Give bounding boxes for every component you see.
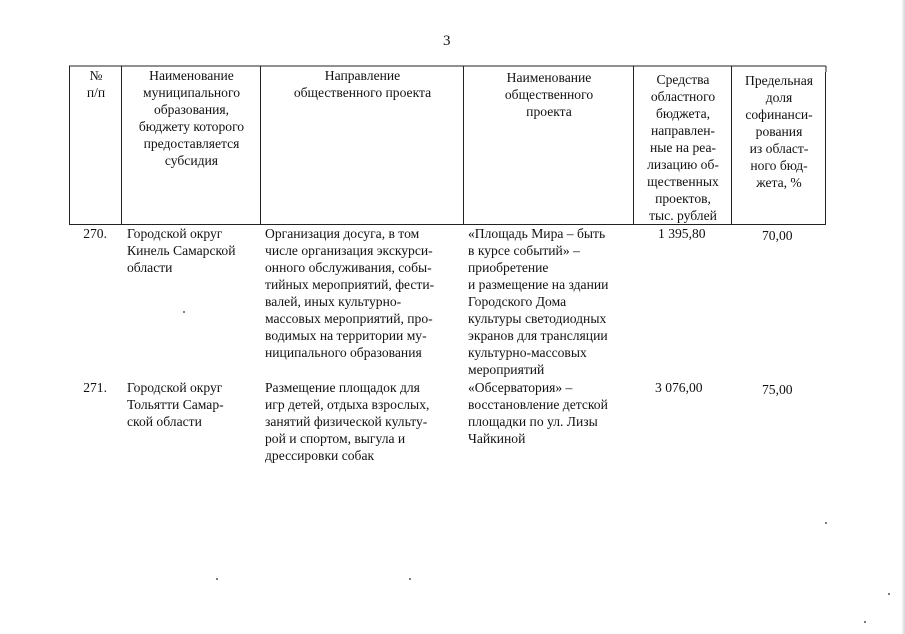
header-funds: Средства областного бюджета, направлен- ные на реа- лизацию об- щественных проектов, тыс. рублей <box>647 72 719 223</box>
row-project-name: «Обсерватория» – восстановление детской площадки по ул. Лизы Чайкиной <box>468 380 608 446</box>
header-share: Предельная доля софинанси- рования из област- ного бюд- жета, % <box>745 73 813 190</box>
row-direction: Размещение площадок для игр детей, отдыха взрослых, занятий физической культу- рой и спортом, выгула и дрессировки собак <box>265 380 430 463</box>
row-share: 75,00 <box>762 382 793 397</box>
row-num: 270. <box>83 226 107 241</box>
row-municipality: Городской округ Кинель Самарской области <box>127 226 236 275</box>
scan-speck <box>216 578 218 580</box>
header-num: № п/п <box>86 68 106 100</box>
row-direction: Организация досуга, в том числе организация экскурси- онного обслуживания, собы- тийных мероприятий, фести- валей, иных культурно- массовых мероприятий, про- водимых на территории му- ниципального образования <box>265 226 435 360</box>
header-direction: Направление общественного проекта <box>293 68 432 100</box>
row-funds: 1 395,80 <box>658 226 706 241</box>
row-num: 271. <box>83 380 107 395</box>
row-funds: 3 076,00 <box>655 380 703 395</box>
header-project-name: Наименование общественного проекта <box>504 70 594 119</box>
row-share: 70,00 <box>762 228 793 243</box>
scan-speck <box>888 593 890 595</box>
row-municipality: Городской округ Тольятти Самар- ской области <box>127 380 224 429</box>
scan-speck <box>409 578 411 580</box>
scan-speck <box>825 522 827 524</box>
scan-speck <box>864 621 866 623</box>
page-number: 3 <box>443 33 451 49</box>
row-project-name: «Площадь Мира – быть в курсе событий» – приобретение и размещение на здании Городского Дома культуры светодиодных экранов для трансляции культурно-массовых мероприятий <box>468 226 609 377</box>
header-municipality: Наименование муниципального образования, бюджету которого предоставляется субсидия <box>138 68 245 168</box>
scan-speck <box>183 311 185 313</box>
